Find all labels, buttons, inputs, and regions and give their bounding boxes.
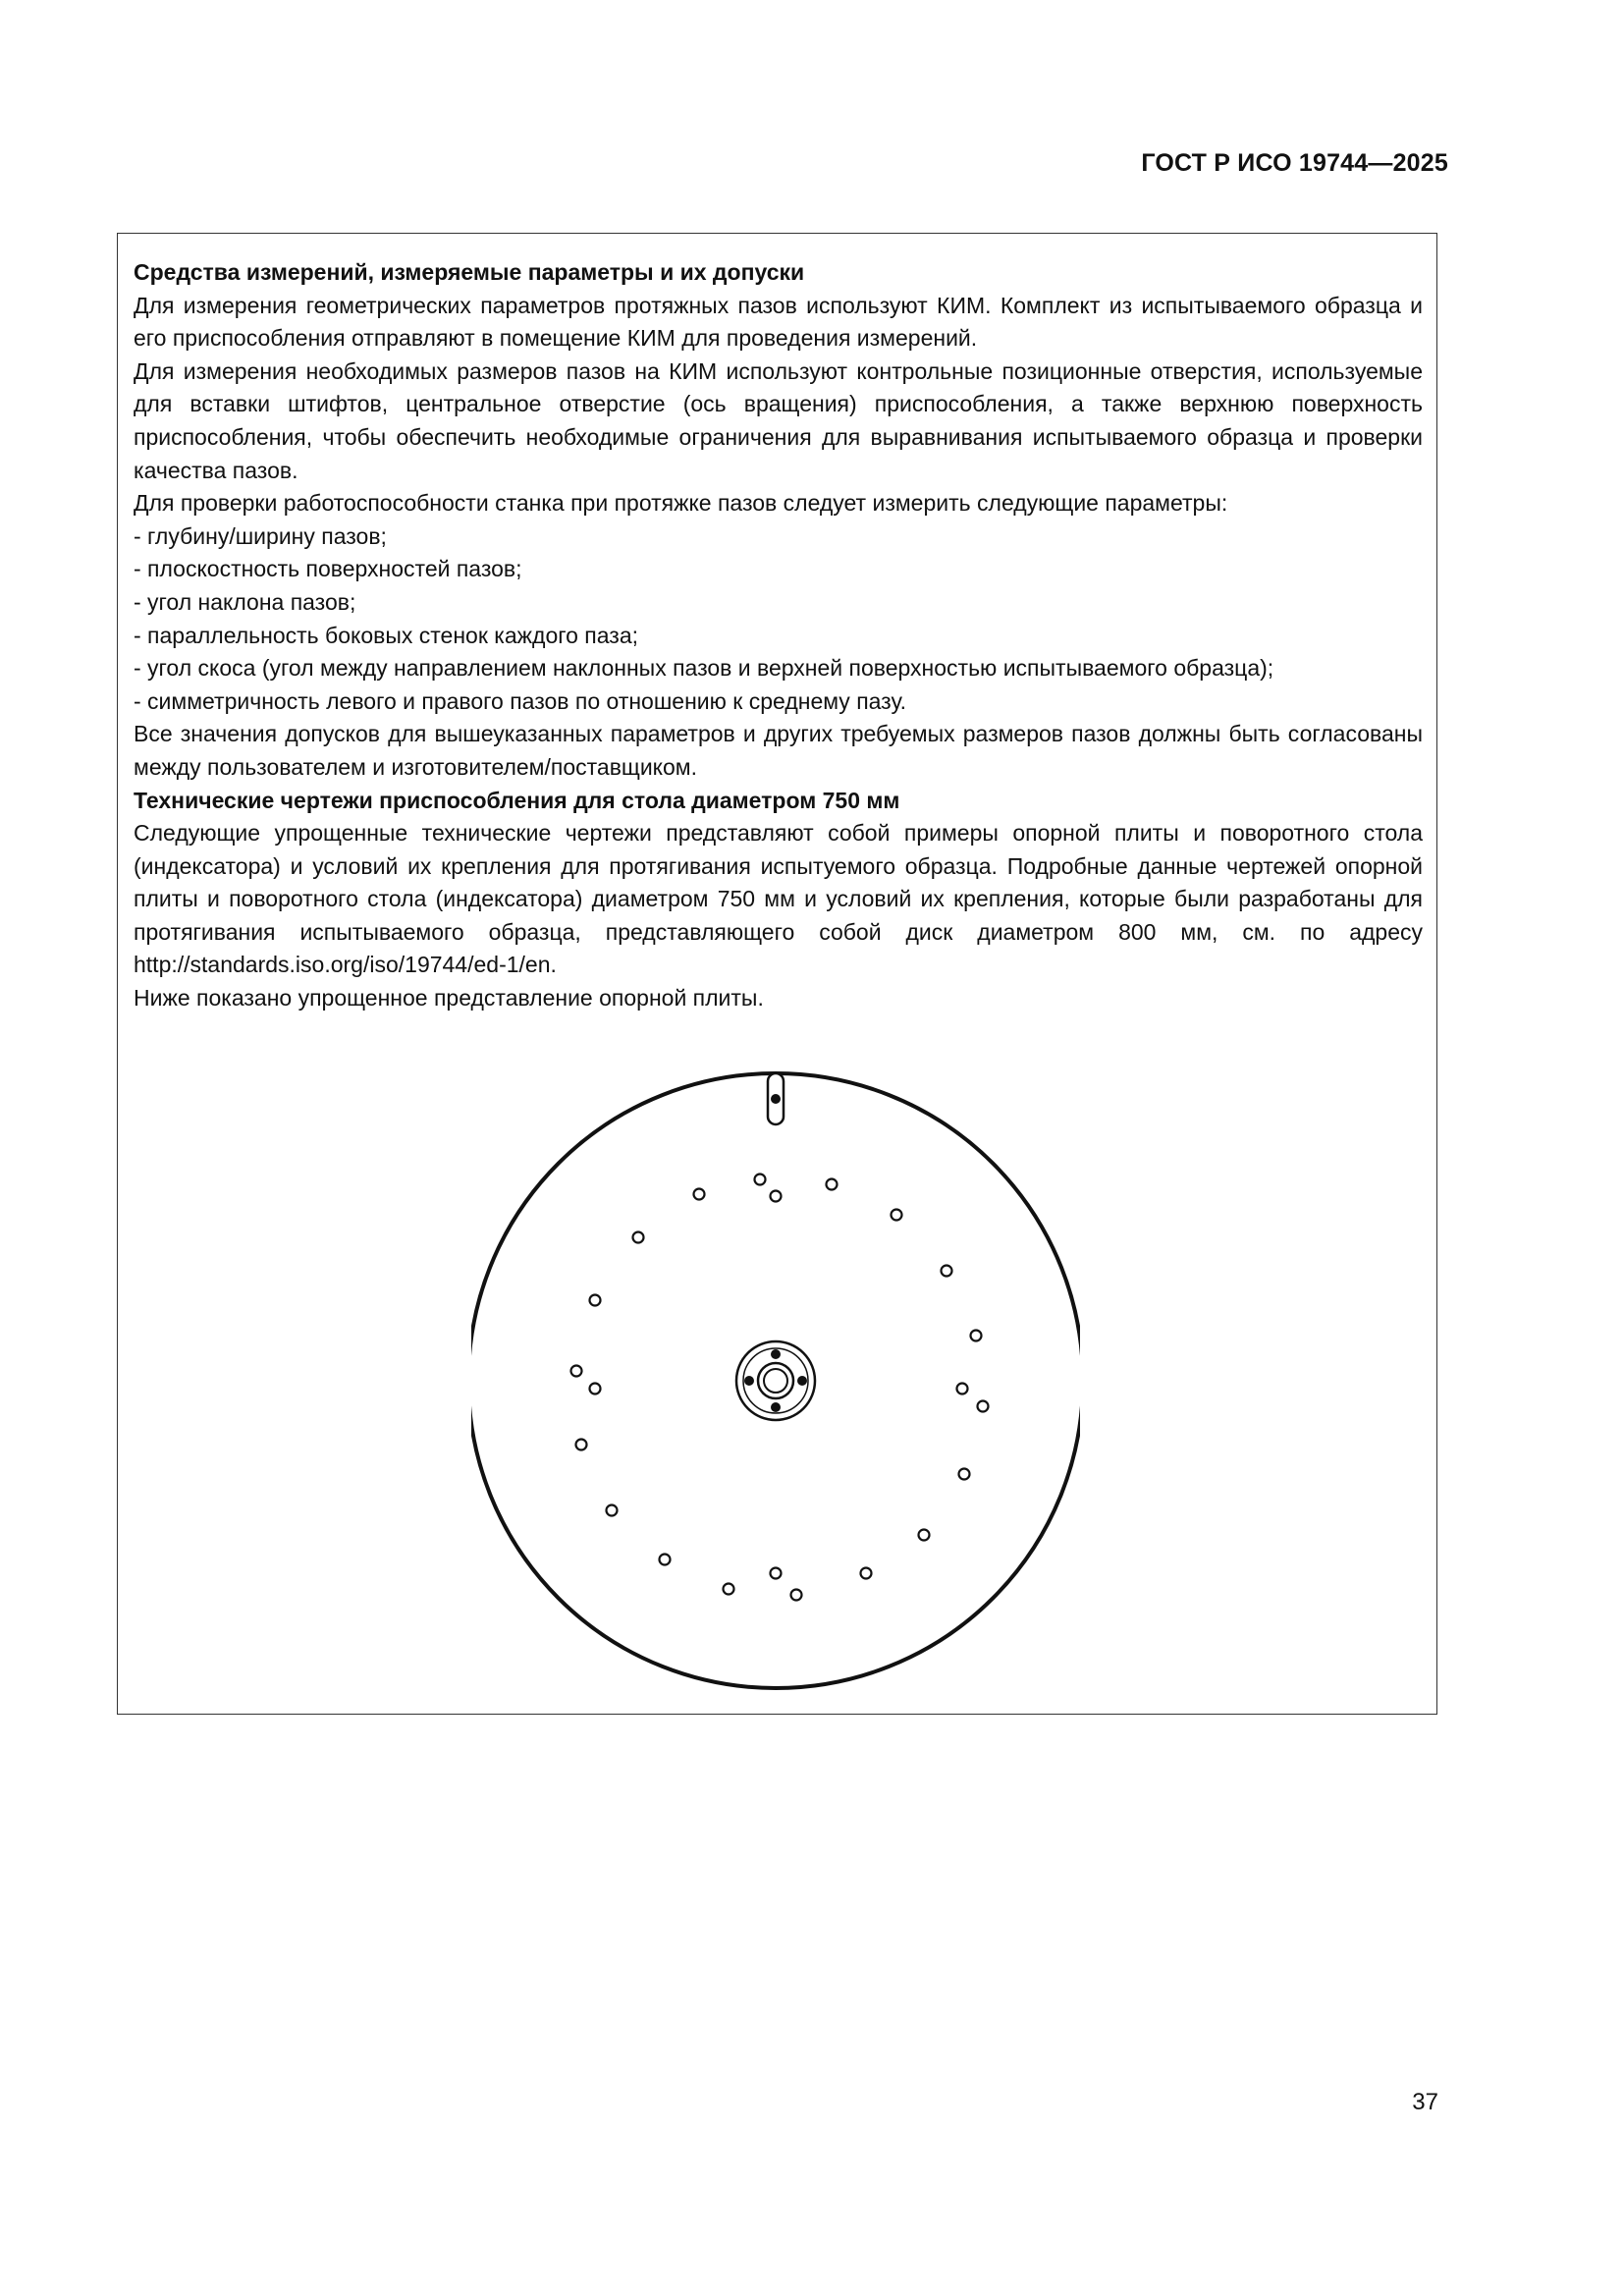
positioning-hole (755, 1175, 766, 1185)
positioning-hole (861, 1568, 872, 1579)
paragraph: Все значения допусков для вышеуказанных параметров и других требуемых размеров пазов должны быть согласованы между пользователем и изготовителем/поставщиком. (134, 721, 1423, 780)
hub-pin (744, 1376, 754, 1386)
positioning-hole (827, 1179, 838, 1190)
section-heading-drawings: Технические чертежи приспособления для стола диаметром 750 мм (134, 787, 900, 813)
positioning-hole (590, 1384, 601, 1394)
positioning-hole (633, 1232, 644, 1243)
positioning-hole (571, 1366, 582, 1377)
document-header: ГОСТ Р ИСО 19744—2025 (1141, 149, 1448, 177)
list-item: - параллельность боковых стенок каждого паза; (134, 622, 639, 648)
text-content (134, 256, 1423, 1015)
positioning-hole (607, 1505, 618, 1516)
positioning-hole (576, 1440, 587, 1450)
section-heading-measurement: Средства измерений, измеряемые параметры и их допуски (134, 259, 805, 285)
parameter-list (134, 520, 1423, 719)
positioning-hole (660, 1555, 671, 1565)
positioning-hole (971, 1331, 982, 1341)
positioning-hole (957, 1384, 968, 1394)
paragraph: Для измерения необходимых размеров пазов на КИМ используют контрольные позиционные отверстия, используемые для вставки штифтов, центральное отверстие (ось вращения) приспособления, а также верхнюю поверхность приспособления, чтобы обеспечить необходимые ограничения для выравнивания испытываемого образца и проверки качества пазов. (134, 357, 1423, 483)
list-item: - симметричность левого и правого пазов по отношению к среднему пазу. (134, 687, 907, 714)
list-item: - угол наклона пазов; (134, 588, 356, 615)
paragraph: Ниже показано упрощенное представление опорной плиты. (134, 985, 764, 1011)
positioning-hole (694, 1189, 705, 1200)
list-item: - угол скоса (угол между направлением наклонных пазов и верхней поверхностью испытываемого образца); (134, 655, 1274, 682)
positioning-hole (771, 1191, 782, 1202)
hub-pin (771, 1402, 781, 1412)
base-plate-outline (471, 1073, 1080, 1688)
positioning-hole (942, 1266, 952, 1277)
positioning-hole (771, 1568, 782, 1579)
paragraph: Для измерения геометрических параметров протяжных пазов используют КИМ. Комплект из испытываемого образца и его приспособления отправляют в помещение КИМ для проведения измерений. (134, 292, 1423, 352)
positioning-hole (791, 1590, 802, 1601)
hub-pin (797, 1376, 807, 1386)
positioning-hole (892, 1210, 902, 1221)
positioning-hole (590, 1295, 601, 1306)
positioning-hole (724, 1584, 734, 1595)
paragraph: Для проверки работоспособности станка при протяжке пазов следует измерить следующие параметры: (134, 490, 1228, 517)
list-item: - глубину/ширину пазов; (134, 522, 387, 549)
central-bore-inner (764, 1369, 787, 1393)
paragraph: Следующие упрощенные технические чертежи представляют собой примеры опорной плиты и поворотного стола (индексатора) и условий их крепления для протягивания испытуемого образца. Подробные данные чертежей опорной плиты и поворотного стола (индексатора) диаметром 750 мм и условий их крепления, которые были разработаны для протягивания испытываемого образца, представляющего собой диск диаметром 800 мм, см. по адресу http://standards.iso.org/iso/19744/ed-1/en. (134, 820, 1423, 978)
content-frame (117, 233, 1437, 1715)
positioning-hole (919, 1530, 930, 1541)
hub-pin (771, 1349, 781, 1359)
top-slot-pin (771, 1094, 781, 1104)
list-item: - плоскостность поверхностей пазов; (134, 556, 522, 582)
positioning-hole (978, 1401, 989, 1412)
positioning-hole (959, 1469, 970, 1480)
page-number: 37 (1412, 2089, 1438, 2115)
base-plate-drawing (471, 1068, 1080, 1697)
